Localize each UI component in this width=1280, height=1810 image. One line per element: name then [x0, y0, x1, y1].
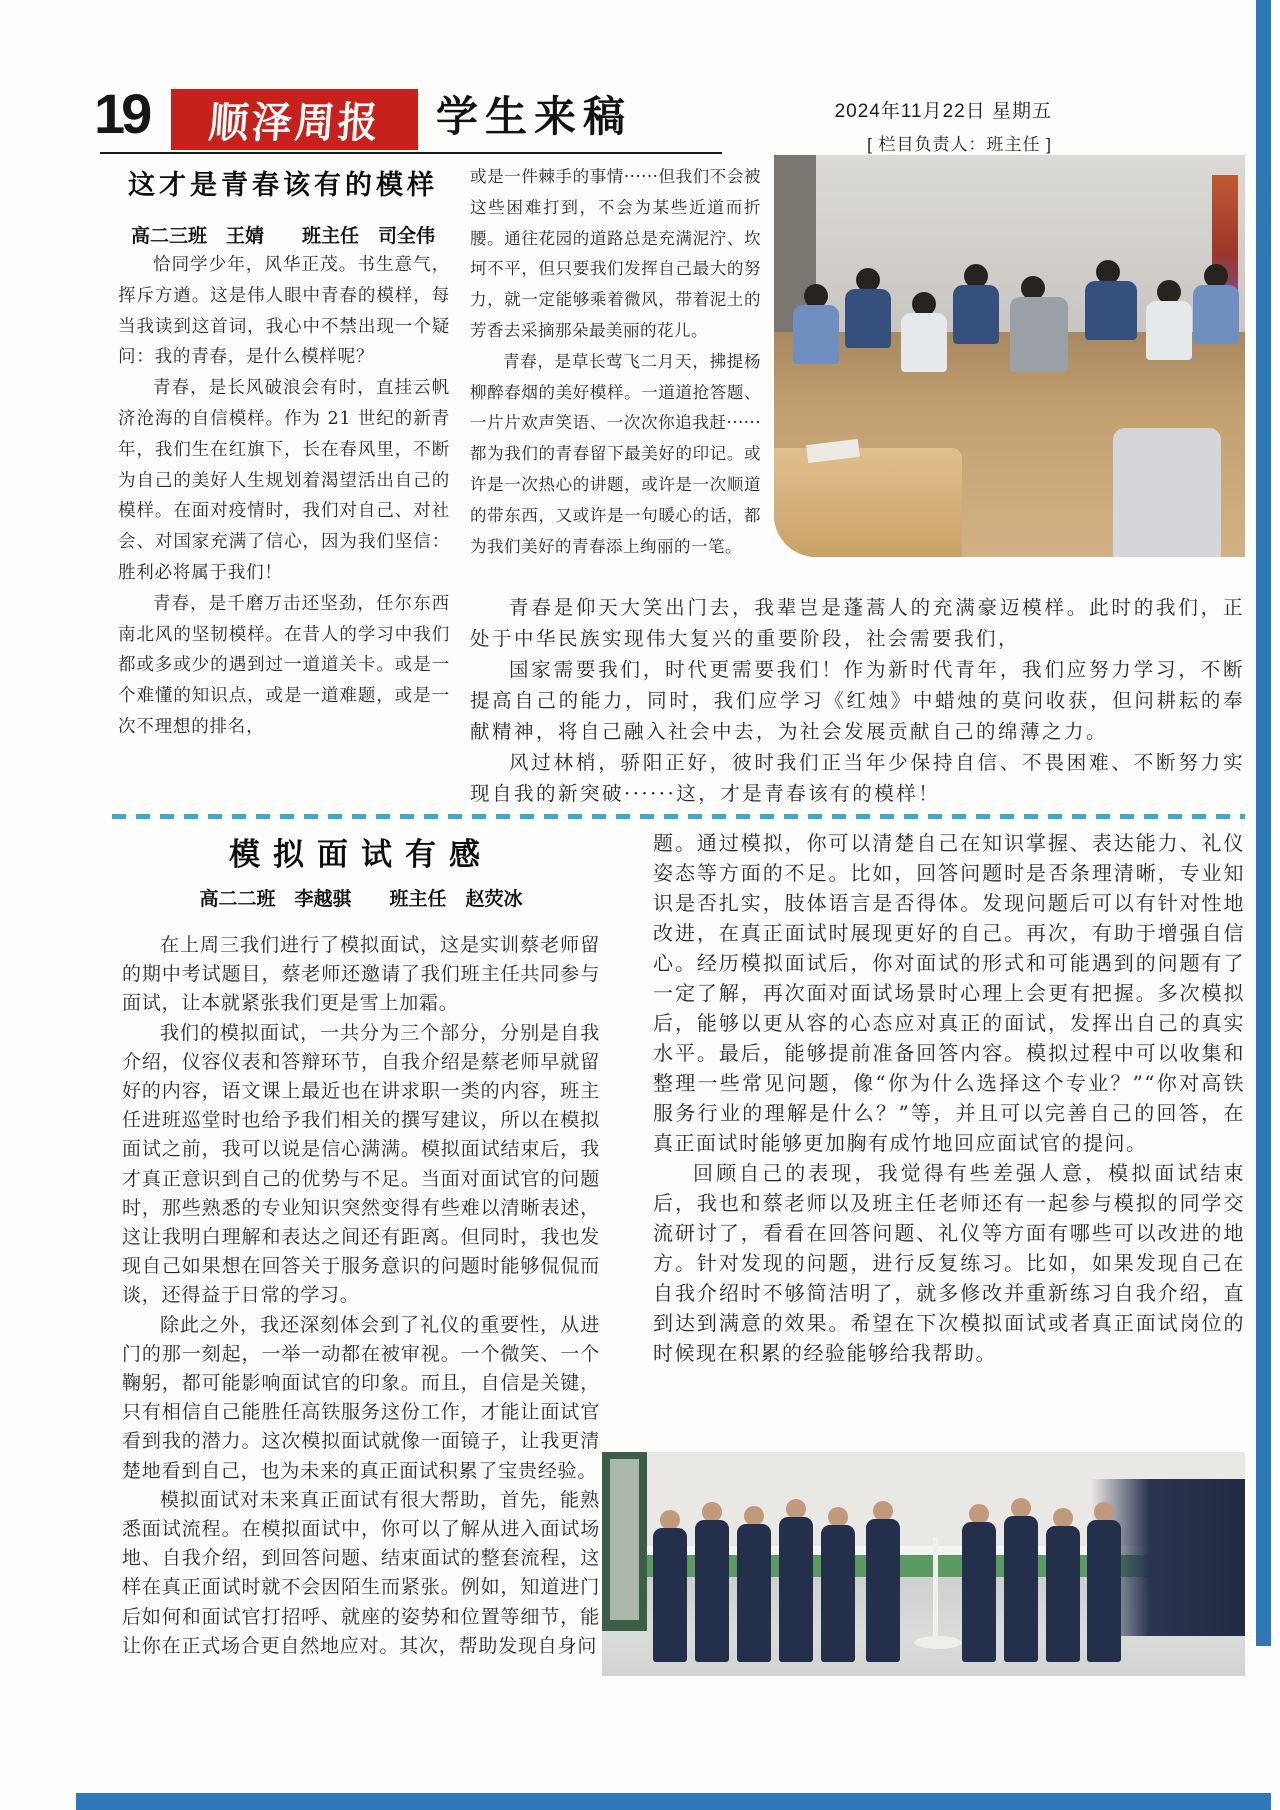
- photo-foreground-desk: [774, 448, 962, 557]
- student-figure: [1010, 276, 1068, 372]
- article-2-byline: 高二二班 李越骐 班主任 赵荧冰: [199, 889, 523, 910]
- paragraph: 模拟面试对未来真正面试有很大帮助，首先，能熟悉面试流程。在模拟面试中，你可以了解从进入面试场地、自我介绍，到回答问题、结束面试的整套流程，这样在真正面试时就不会因陌生而紧张。例如，知道进门后如何和面试官打招呼、就座的姿势和位置等细节，能让你在正式场合更自然地应对。其次，帮助发现自身问: [122, 1488, 600, 1657]
- paragraph: 青春是仰天大笑出门去，我辈岂是蓬蒿人的充满豪迈模样。此时的我们，正处于中华民族实现伟大复兴的重要阶段，社会需要我们，: [470, 596, 1245, 650]
- student-figure: [1193, 264, 1239, 344]
- photo-mirror-glass: [610, 1459, 639, 1620]
- student-figure: [845, 268, 891, 348]
- paragraph: 或是一件棘手的事情······但我们不会被这些困难打到，不会为某些近道而折腰。通往花园的道路总是充满泥泞、坎坷不平，但只要我们发挥自己最大的努力，就一定能够乘着微风，带着泥土的芳香去采摘那朵最美丽的花儿。: [470, 167, 761, 340]
- interview-lineup-photo: [602, 1452, 1245, 1676]
- person-figure: [653, 1510, 687, 1662]
- person-figure: [779, 1499, 813, 1662]
- article-2-right-column: [653, 828, 1245, 1368]
- student-figure: [953, 264, 999, 344]
- paragraph: 回顾自己的表现，我觉得有些差强人意，模拟面试结束后，我也和蔡老师以及班主任老师还有一起参与模拟的同学交流研讨了，看看在回答问题、礼仪等方面有哪些可以改进的地方。针对发现的问题，进行反复练习。比如，如果发现自己在自我介绍时不够简洁明了，就多修改并重新练习自我介绍，直到达到满意的效果。希望在下次模拟面试或者真正面试岗位的时候现在积累的经验能够给我帮助。: [653, 1161, 1245, 1365]
- person-figure: [737, 1506, 771, 1662]
- student-figure: [1146, 280, 1192, 360]
- person-figure: [962, 1504, 996, 1662]
- paragraph: 青春，是长风破浪会有时，直挂云帆济沧海的自信模样。作为 21 世纪的新青年，我们生在红旗下，长在春风里，不断为自己的美好人生规划着渴望活出自己的模样。在面对疫情时，我们对自己、对社会、对国家充满了信心，因为我们坚信：胜利必将属于我们！: [118, 378, 450, 583]
- photo-chair: [1113, 428, 1221, 557]
- student-figure: [1085, 260, 1137, 340]
- bottom-accent-bar: [76, 1793, 1271, 1810]
- person-figure: [1046, 1508, 1080, 1662]
- student-figure: [793, 284, 839, 364]
- article-1-wide-text: [470, 592, 1245, 809]
- dashed-divider-line: [112, 814, 1245, 819]
- section-title: 学生来稿: [436, 93, 633, 140]
- right-accent-bar: [1256, 0, 1271, 1646]
- article-1-byline: 高二三班 王婧 班主任 司全伟: [130, 226, 435, 247]
- editor-note: [ 栏目负责人：班主任 ]: [867, 135, 1052, 154]
- header-meta: [790, 96, 1052, 155]
- header-rule: [100, 152, 722, 154]
- paragraph: 国家需要我们，时代更需要我们！作为新时代青年，我们应努力学习，不断提高自己的能力，同时，我们应学习《红烛》中蜡烛的莫问收获，但问耕耘的奉献精神，将自己融入社会中去，为社会发展贡献自己的绵薄之力。: [470, 658, 1245, 743]
- issue-date: 2024年11月22日 星期五: [834, 101, 1052, 122]
- article-1-column-1: [118, 250, 450, 743]
- paragraph: 我们的模拟面试，一共分为三个部分，分别是自我介绍，仪容仪表和答辩环节，自我介绍是蔡老师早就留好的内容，语文课上最近也在讲求职一类的内容，班主任进班巡堂时也给予我们相关的撰写建议，所以在模拟面试之前，我可以说是信心满满。模拟面试结束后，我才真正意识到自己的优势与不足。当面对面试官的问题时，那些熟悉的专业知识突然变得有些难以清晰表述，这让我明白理解和表达之间还有距离。但同时，我也发现自己如果想在回答关于服务意识的问题时能够侃侃而谈，还得益于日常的学习。: [122, 1021, 600, 1307]
- article-2-left-column: [122, 931, 600, 1661]
- article-2-title: 模拟面试有感: [229, 837, 493, 872]
- photo-mirror-stand-base: [914, 1636, 962, 1649]
- article-1-title: 这才是青春该有的模样: [128, 170, 438, 200]
- person-figure: [695, 1502, 729, 1662]
- paragraph: 风过林梢，骄阳正好，彼时我们正当年少保持自信、不畏困难、不断努力实现自我的新突破······这，才是青春该有的模样！: [470, 751, 1245, 805]
- article-1-column-2: [470, 162, 761, 562]
- person-figure: [1087, 1502, 1121, 1662]
- person-figure: [1004, 1498, 1038, 1662]
- masthead-text: 顺泽周报: [206, 97, 383, 148]
- paragraph: 除此之外，我还深刻体会到了礼仪的重要性，从进门的那一刻起，一举一动都在被审视。一个微笑、一个鞠躬，都可能影响面试官的印象。而且，自信是关键，只有相信自己能胜任高铁服务这份工作，才能让面试官看到我的潜力。这次模拟面试就像一面镜子，让我更清楚地看到自己，也为未来的真正面试积累了宝贵经验。: [122, 1313, 600, 1482]
- person-figure: [866, 1501, 900, 1662]
- masthead-logo: [171, 89, 418, 150]
- classroom-photo: [774, 155, 1245, 557]
- person-figure: [821, 1507, 855, 1662]
- paragraph: 青春，是草长莺飞二月天，拂提杨柳醉春烟的美好模样。一道道抢答题、一片片欢声笑语、一次次你追我赶······都为我们的青春留下最美好的印记。或许是一次热心的讲题，或许是一次顺道的带东西，又或许是一句暖心的话，都为我们美好的青春添上绚丽的一笔。: [470, 351, 761, 556]
- paragraph: 在上周三我们进行了模拟面试，这是实训蔡老师留的期中考试题目，蔡老师还邀请了我们班主任共同参与面试，让本就紧张我们更是雪上加霜。: [122, 934, 600, 1015]
- photo-mirror-stand-pole: [933, 1537, 938, 1640]
- paragraph: 恰同学少年，风华正茂。书生意气，挥斥方遒。这是伟人眼中青春的模样，每当我读到这首词，我心中不禁出现一个疑问：我的青春，是什么模样呢？: [118, 255, 450, 368]
- paragraph: 题。通过模拟，你可以清楚自己在知识掌握、表达能力、礼仪姿态等方面的不足。比如，回答问题时是否条理清晰，专业知识是否扎实，肢体语言是否得体。发现问题后可以有针对性地改进，在真正面试时展现更好的自己。再次，有助于增强自信心。经历模拟面试后，你对面试的形式和可能遇到的问题有了一定了解，再次面对面试场景时心理上会更有把握。多次模拟后，能够以更从容的心态应对真正的面试，发挥出自己的真实水平。最后，能够提前准备回答内容。模拟过程中可以收集和整理一些常见问题，像“你为什么选择这个专业？”“你对高铁服务行业的理解是什么？”等，并且可以完善自己的回答，在真正面试时能够更加胸有成竹地回应面试官的提问。: [653, 831, 1245, 1155]
- student-figure: [901, 292, 947, 372]
- paragraph: 青春，是千磨万击还坚劲，任尔东西南北风的坚韧模样。在昔人的学习中我们都或多或少的遇到过一道道关卡。或是一个难懂的知识点，或是一道难题，或是一次不理想的排名，: [118, 593, 450, 737]
- page-number: 19: [94, 82, 149, 145]
